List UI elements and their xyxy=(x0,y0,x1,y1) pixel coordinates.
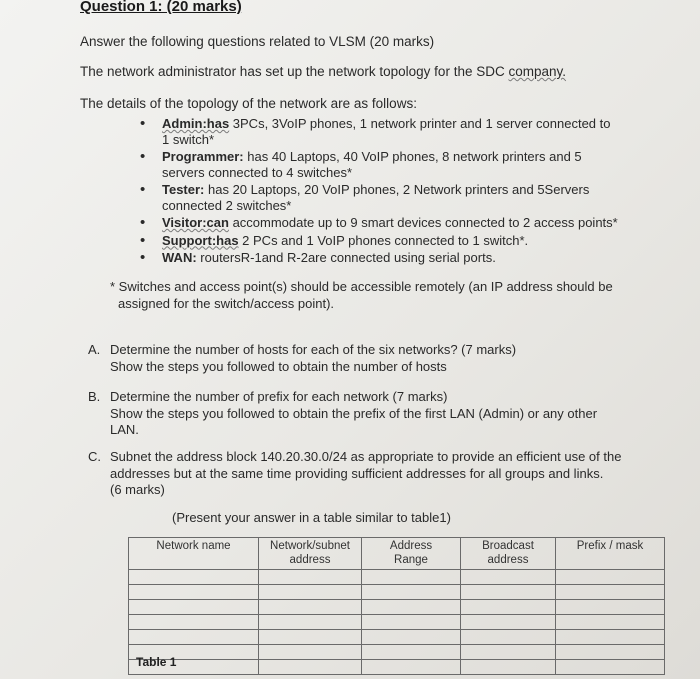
bullet-wan xyxy=(140,250,618,266)
table-cell[interactable] xyxy=(129,600,259,615)
table-cell[interactable] xyxy=(259,585,362,600)
bullet-text: has 20 Laptops, 20 VoIP phones, 2 Network printers and 5Servers xyxy=(204,182,590,197)
switch-note xyxy=(110,278,613,312)
table-header-row xyxy=(129,538,665,570)
table-row xyxy=(129,615,665,630)
table-cell[interactable] xyxy=(259,570,362,585)
note-line: assigned for the switch/access point). xyxy=(118,296,335,311)
table-cell[interactable] xyxy=(461,645,556,660)
part-b xyxy=(88,389,597,439)
bullet-dot-icon: • xyxy=(140,148,146,165)
part-line: Show the steps you followed to obtain the number of hosts xyxy=(110,358,447,374)
table-cell[interactable] xyxy=(259,615,362,630)
table-cell[interactable] xyxy=(259,630,362,645)
table-cell[interactable] xyxy=(129,630,259,645)
intro-text: Answer the following questions related to VLSM (20 marks) xyxy=(80,34,435,49)
table-cell[interactable] xyxy=(362,630,461,645)
table-cell[interactable] xyxy=(556,585,665,600)
bullet-lead: Programmer: xyxy=(162,149,244,164)
company-word: company. xyxy=(508,64,567,79)
table-row xyxy=(129,570,665,585)
bullet-dot-icon: • xyxy=(140,249,146,266)
table-cell[interactable] xyxy=(259,660,362,675)
table-cell[interactable] xyxy=(461,585,556,600)
part-letter: C. xyxy=(88,449,101,464)
bullet-text: routersR-1and R-2are connected using serial ports. xyxy=(196,250,496,265)
table-cell[interactable] xyxy=(259,645,362,660)
bullet-cont: servers connected to 4 switches* xyxy=(162,164,353,180)
table-cell[interactable] xyxy=(556,570,665,585)
table-row xyxy=(129,660,665,675)
table-cell[interactable] xyxy=(556,645,665,660)
table-label: Table 1 xyxy=(136,655,177,669)
table-cell[interactable] xyxy=(556,630,665,645)
part-line: addresses but at the same time providing sufficient addresses for all groups and links. xyxy=(110,465,604,481)
part-c xyxy=(88,449,621,499)
bullet-programmer xyxy=(140,149,618,180)
table-cell[interactable] xyxy=(362,570,461,585)
bullet-text: accommodate up to 9 smart devices connected to 2 access points* xyxy=(228,215,618,230)
table-cell[interactable] xyxy=(556,600,665,615)
table-cell[interactable] xyxy=(362,585,461,600)
bullet-text: 3PCs, 3VoIP phones, 1 network printer and 1 server connected to xyxy=(229,116,611,131)
bullet-lead: Tester: xyxy=(162,182,205,197)
table-row xyxy=(129,600,665,615)
bullet-visitor xyxy=(140,215,618,231)
bullet-admin xyxy=(140,116,618,147)
table-cell[interactable] xyxy=(461,570,556,585)
header-broadcast-address: Broadcast address xyxy=(461,538,556,570)
part-line: LAN. xyxy=(110,422,139,437)
note-line: * Switches and access point(s) should be accessible remotely (an IP address should be xyxy=(110,279,613,294)
part-line: Determine the number of prefix for each network (7 marks) xyxy=(110,389,448,404)
table-cell[interactable] xyxy=(259,600,362,615)
bullet-dot-icon: • xyxy=(140,214,146,231)
bullet-dot-icon: • xyxy=(140,115,146,132)
table-cell[interactable] xyxy=(362,600,461,615)
table-cell[interactable] xyxy=(362,615,461,630)
table-cell[interactable] xyxy=(362,645,461,660)
answer-table xyxy=(128,537,665,675)
table-cell[interactable] xyxy=(362,660,461,675)
table-cell[interactable] xyxy=(129,615,259,630)
header-address-range: Address Range xyxy=(362,538,461,570)
setup-sentence: The network administrator has set up the network topology for the SDC xyxy=(80,64,505,79)
table-cell[interactable] xyxy=(129,570,259,585)
header-network-name: Network name xyxy=(129,538,259,570)
table-row xyxy=(129,630,665,645)
bullet-cont: 1 switch* xyxy=(162,131,215,147)
bullet-dot-icon: • xyxy=(140,231,146,249)
part-line: (6 marks) xyxy=(110,482,165,497)
bullet-lead: Admin:has xyxy=(162,116,230,131)
bullet-cont: connected 2 switches* xyxy=(162,197,292,213)
bullet-text: has 40 Laptops, 40 VoIP phones, 8 network printers and 5 xyxy=(243,149,582,164)
part-line: Determine the number of hosts for each of the six networks? (7 marks) xyxy=(110,342,517,357)
part-line: Subnet the address block 140.20.30.0/24 as appropriate to provide an efficient use of the xyxy=(110,449,622,464)
header-subnet-address: Network/subnet address xyxy=(259,538,362,570)
bullet-lead: WAN: xyxy=(162,250,197,265)
table-row xyxy=(129,585,665,600)
table-cell[interactable] xyxy=(461,660,556,675)
bullet-dot-icon: • xyxy=(140,181,146,198)
table-cell[interactable] xyxy=(556,615,665,630)
table-cell[interactable] xyxy=(461,615,556,630)
table-cell[interactable] xyxy=(556,660,665,675)
details-heading: The details of the topology of the network are as follows: xyxy=(80,96,417,111)
bullet-list xyxy=(140,116,618,268)
part-letter: A. xyxy=(88,342,101,357)
question-title: Question 1: (20 marks) xyxy=(80,0,242,15)
bullet-lead: Support:has xyxy=(162,232,239,248)
header-prefix-mask: Prefix / mask xyxy=(556,538,665,570)
part-letter: B. xyxy=(88,389,101,404)
table-cell[interactable] xyxy=(129,585,259,600)
table-row xyxy=(129,645,665,660)
bullet-tester xyxy=(140,182,618,213)
bullet-lead: Visitor:can xyxy=(162,215,229,230)
part-a xyxy=(88,342,516,375)
table-cell[interactable] xyxy=(461,630,556,645)
bullet-support xyxy=(140,233,618,249)
table-caption: (Present your answer in a table similar to table1) xyxy=(172,510,451,525)
bullet-text: 2 PCs and 1 VoIP phones connected to 1 switch*. xyxy=(238,232,529,248)
part-line: Show the steps you followed to obtain the prefix of the first LAN (Admin) or any other xyxy=(110,405,598,421)
setup-text xyxy=(80,64,566,79)
table-cell[interactable] xyxy=(461,600,556,615)
